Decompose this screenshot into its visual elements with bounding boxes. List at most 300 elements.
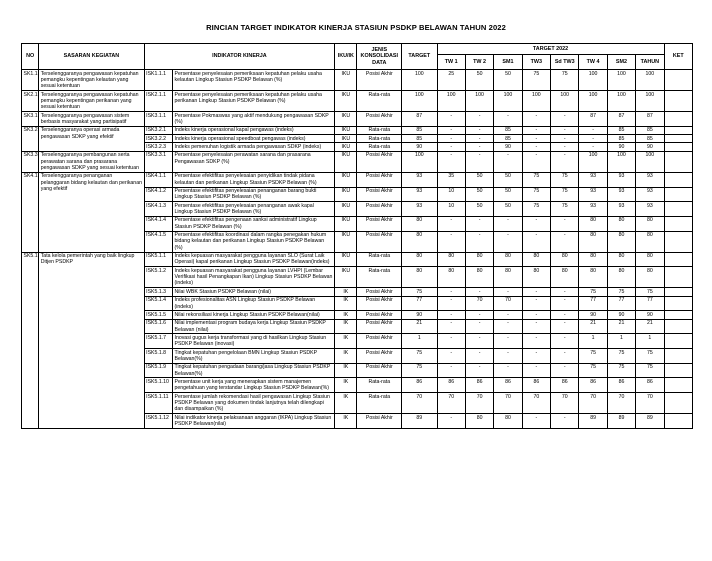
period-value: 85 (607, 126, 635, 134)
period-value: 75 (551, 70, 579, 91)
period-value: 80 (494, 414, 522, 429)
indicator-name: Persentase unit kerja yang menerapkan sistem manajemen pengetahuan yang terstandar Lingkup Stasiun PSDKP Belawan(%) (173, 378, 335, 393)
period-value: 80 (465, 414, 493, 429)
target-cell: 93 (402, 187, 437, 202)
table-row (22, 70, 693, 91)
indicator-code: ISK3.3.1 (144, 151, 172, 172)
period-value: 50 (465, 187, 493, 202)
period-value: - (522, 311, 550, 319)
period-value: - (579, 135, 607, 143)
period-value: 93 (607, 187, 635, 202)
period-value: - (494, 334, 522, 349)
period-value: 86 (636, 378, 664, 393)
jenis-cell: Posisi Akhir (357, 187, 402, 202)
period-value: 50 (494, 202, 522, 217)
period-value: 86 (551, 378, 579, 393)
jenis-cell: Posisi Akhir (357, 414, 402, 429)
period-value: 100 (579, 91, 607, 112)
period-value: 75 (579, 288, 607, 296)
period-value: 100 (522, 91, 550, 112)
iku-ik-cell: IK (335, 288, 357, 296)
header-period: TW 2 (465, 55, 493, 70)
target-cell: 93 (402, 202, 437, 217)
period-value: 75 (522, 202, 550, 217)
indicator-code: ISK3.2.2 (144, 135, 172, 143)
target-cell: 100 (402, 151, 437, 172)
period-value: 80 (636, 252, 664, 267)
jenis-cell: Posisi Akhir (357, 172, 402, 187)
period-value: - (437, 363, 465, 378)
period-value: 21 (579, 319, 607, 334)
ket-cell (664, 112, 692, 127)
period-value: - (522, 363, 550, 378)
ket-cell (664, 267, 692, 288)
period-value: - (551, 112, 579, 127)
period-value: 75 (636, 288, 664, 296)
ket-cell (664, 126, 692, 134)
jenis-cell: Posisi Akhir (357, 311, 402, 319)
ket-cell (664, 91, 692, 112)
indicator-name: Persentase efektifitas pengenaan sanksi administratif Lingkup Stasiun PSDKP Belawan (%) (173, 216, 335, 231)
period-value: 10 (437, 187, 465, 202)
period-value: 70 (607, 393, 635, 414)
indicator-name: Persentase penyelesaian perawatan sarana dan prasarana Pengawasan SDKP (%) (173, 151, 335, 172)
header-period: TW 4 (579, 55, 607, 70)
period-value: - (522, 126, 550, 134)
indicator-name: Inovasi gugus kerja transformasi yang di hasilkan Lingkup Stasiun PSDKP Belawan (inovasi) (173, 334, 335, 349)
period-value: 87 (636, 112, 664, 127)
jenis-cell: Posisi Akhir (357, 216, 402, 231)
period-value: - (465, 311, 493, 319)
indicator-name: Indeks kinerja operasional kapal pengawas (indeks) (173, 126, 335, 134)
period-value: 77 (607, 296, 635, 311)
period-value: - (522, 288, 550, 296)
header-target-2022: TARGET 2022 (437, 44, 664, 55)
jenis-cell: Rata-rata (357, 378, 402, 393)
period-value: - (465, 319, 493, 334)
period-value: 93 (579, 202, 607, 217)
indicator-code: ISK4.1.5 (144, 231, 172, 252)
indicator-code: ISK1.1.1 (144, 70, 172, 91)
period-value: - (437, 151, 465, 172)
period-value: - (437, 288, 465, 296)
period-value: 80 (607, 231, 635, 252)
header-period: SM1 (494, 55, 522, 70)
period-value: 85 (607, 135, 635, 143)
indicator-code: ISK4.1.1 (144, 172, 172, 187)
period-value: 70 (465, 296, 493, 311)
indicator-name: Persentase efektifitas penyelesaian penyidikan tindak pidana kelautan dan perikanan Lingkup Stasiun PSDKP Belawan (%) (173, 172, 335, 187)
header-period: SM2 (607, 55, 635, 70)
period-value: - (579, 143, 607, 151)
iku-ik-cell: IK (335, 319, 357, 334)
period-value: 100 (551, 91, 579, 112)
ket-cell (664, 187, 692, 202)
iku-ik-cell: IK (335, 363, 357, 378)
indicator-name: Persentase efektifitas penyelesaian penanganan barang bukti Lingkup Stasiun PSDKP Belawan (%) (173, 187, 335, 202)
period-value: 80 (579, 252, 607, 267)
period-value: 75 (522, 187, 550, 202)
iku-ik-cell: IK (335, 311, 357, 319)
period-value: 93 (636, 172, 664, 187)
header-indikator: INDIKATOR KINERJA (144, 44, 335, 70)
period-value: - (465, 334, 493, 349)
header-sasaran: SASARAN KEGIATAN (39, 44, 144, 70)
period-value: 80 (607, 267, 635, 288)
indicator-code: ISK5.1.6 (144, 319, 172, 334)
period-value: 89 (579, 414, 607, 429)
period-value: 80 (579, 267, 607, 288)
period-value: 80 (437, 267, 465, 288)
sasaran-kegiatan: Terselenggaranya pengawasan kepatuhan pemangku kepentingan kelautan yang sesuai ketentuan (39, 70, 144, 91)
sasaran-kegiatan: Terselenggaranya pembangunan serta perawatan sarana dan prasarana pengawasan SDKP yang sesuai ketentuan (39, 151, 144, 172)
period-value: 50 (494, 70, 522, 91)
target-cell: 21 (402, 319, 437, 334)
period-value: 80 (494, 267, 522, 288)
jenis-cell: Rata-rata (357, 252, 402, 267)
period-value: - (465, 288, 493, 296)
iku-ik-cell: IK (335, 393, 357, 414)
indicator-name: Persentase efektifitas penyelesaian penanganan awak kapal Lingkup Stasiun PSDKP Belawan (%) (173, 202, 335, 217)
period-value: 75 (522, 172, 550, 187)
jenis-cell: Posisi Akhir (357, 112, 402, 127)
period-value: 80 (607, 252, 635, 267)
iku-ik-cell: IKU (335, 126, 357, 134)
period-value: - (551, 349, 579, 364)
ket-cell (664, 70, 692, 91)
sasaran-kegiatan: Terselenggaranya pengawasan sistem berbasis masyarakat yang partisipatif (39, 112, 144, 127)
target-cell: 80 (402, 267, 437, 288)
indicator-code: ISK5.1.3 (144, 288, 172, 296)
period-value: - (494, 311, 522, 319)
iku-ik-cell: IKU (335, 70, 357, 91)
period-value: - (551, 363, 579, 378)
period-value: 75 (579, 349, 607, 364)
indicator-name: Persentase jumlah rekomendasi hasil pengawasan Lingkup Stasiun PSDKP Belawan yang dokumen tindak lanjutnya telah dilengkapi dan disampaikan (%) (173, 393, 335, 414)
period-value: - (522, 216, 550, 231)
jenis-cell: Posisi Akhir (357, 231, 402, 252)
ket-cell (664, 319, 692, 334)
period-value: 80 (636, 216, 664, 231)
jenis-cell: Rata-rata (357, 143, 402, 151)
period-value: 75 (579, 363, 607, 378)
target-cell: 87 (402, 112, 437, 127)
period-value: 75 (607, 363, 635, 378)
iku-ik-cell: IKU (335, 267, 357, 288)
indicator-code: ISK5.1.12 (144, 414, 172, 429)
period-value: 80 (636, 231, 664, 252)
ket-cell (664, 334, 692, 349)
jenis-cell: Rata-rata (357, 126, 402, 134)
period-value: 70 (551, 393, 579, 414)
period-value: 75 (607, 349, 635, 364)
period-value: 100 (437, 91, 465, 112)
period-value: 90 (607, 311, 635, 319)
iku-ik-cell: IK (335, 378, 357, 393)
period-value: 90 (636, 311, 664, 319)
period-value: 50 (465, 70, 493, 91)
period-value: 90 (494, 143, 522, 151)
period-value: 80 (579, 231, 607, 252)
period-value: 10 (437, 202, 465, 217)
period-value: 85 (636, 135, 664, 143)
indicator-name: Indeks pemenuhan logistik armada pengawasan SDKP (indeks) (173, 143, 335, 151)
header-ket: KET (664, 44, 692, 70)
target-cell: 80 (402, 252, 437, 267)
period-value: - (551, 216, 579, 231)
period-value: - (551, 126, 579, 134)
period-value: 86 (465, 378, 493, 393)
period-value: 21 (636, 319, 664, 334)
period-value: 25 (437, 70, 465, 91)
period-value: - (437, 216, 465, 231)
ket-cell (664, 363, 692, 378)
period-value: 75 (551, 172, 579, 187)
indicator-name: Tingkat kepatuhan pengelolaan BMN Lingkup Stasiun PSDKP Belawan(%) (173, 349, 335, 364)
target-cell: 100 (402, 91, 437, 112)
period-value: - (465, 349, 493, 364)
target-table (21, 43, 693, 429)
period-value: 100 (636, 151, 664, 172)
sasaran-number: SK3.3 (22, 151, 39, 172)
ket-cell (664, 143, 692, 151)
period-value: 80 (465, 252, 493, 267)
target-cell: 100 (402, 70, 437, 91)
iku-ik-cell: IKU (335, 112, 357, 127)
indicator-code: ISK5.1.1 (144, 252, 172, 267)
target-cell: 85 (402, 126, 437, 134)
period-value: 1 (607, 334, 635, 349)
iku-ik-cell: IKU (335, 202, 357, 217)
period-value: - (465, 135, 493, 143)
period-value: 50 (465, 202, 493, 217)
period-value: 89 (636, 414, 664, 429)
period-value: - (437, 126, 465, 134)
ket-cell (664, 378, 692, 393)
period-value: - (522, 151, 550, 172)
period-value: 50 (465, 172, 493, 187)
period-value: - (465, 143, 493, 151)
period-value: - (437, 349, 465, 364)
period-value: 93 (579, 172, 607, 187)
period-value: 75 (607, 288, 635, 296)
period-value: 80 (607, 216, 635, 231)
period-value: - (551, 296, 579, 311)
target-cell: 85 (402, 135, 437, 143)
period-value: - (465, 231, 493, 252)
indicator-code: ISK5.1.8 (144, 349, 172, 364)
indicator-name: Persentase Pokmaswas yang aktif mendukung pengawasan SDKP (%) (173, 112, 335, 127)
ket-cell (664, 288, 692, 296)
period-value: - (522, 296, 550, 311)
sasaran-kegiatan: Terselenggaranya penanganan pelanggaran bidang kelautan dan perikanan yang efektif (39, 172, 144, 252)
indicator-code: ISK5.1.7 (144, 334, 172, 349)
table-row (22, 151, 693, 172)
sasaran-kegiatan: Tata kelola pemerintah yang baik lingkup Ditjen PSDKP (39, 252, 144, 428)
indicator-name: Persentase efektifitas koordinasi dalam rangka penegakan hukum bidang kelautan dan perikanan Lingkup Stasiun PSDKP Belawan (%) (173, 231, 335, 252)
period-value: 80 (494, 252, 522, 267)
period-value: - (437, 414, 465, 429)
ket-cell (664, 202, 692, 217)
period-value: - (465, 112, 493, 127)
period-value: 80 (551, 252, 579, 267)
jenis-cell: Posisi Akhir (357, 334, 402, 349)
period-value: 100 (636, 91, 664, 112)
period-value: 75 (522, 70, 550, 91)
period-value: 100 (465, 91, 493, 112)
ket-cell (664, 172, 692, 187)
period-value: - (494, 216, 522, 231)
table-row (22, 112, 693, 127)
ket-cell (664, 252, 692, 267)
jenis-cell: Posisi Akhir (357, 202, 402, 217)
target-cell: 89 (402, 414, 437, 429)
iku-ik-cell: IKU (335, 151, 357, 172)
sasaran-number: SK2.1 (22, 91, 39, 112)
period-value: 87 (607, 112, 635, 127)
period-value: 70 (437, 393, 465, 414)
indicator-code: ISK5.1.5 (144, 311, 172, 319)
period-value: - (465, 126, 493, 134)
indicator-code: ISK4.1.2 (144, 187, 172, 202)
period-value: - (437, 135, 465, 143)
iku-ik-cell: IKU (335, 187, 357, 202)
period-value: - (437, 296, 465, 311)
period-value: 75 (636, 349, 664, 364)
period-value: 70 (522, 393, 550, 414)
iku-ik-cell: IKU (335, 172, 357, 187)
period-value: 80 (437, 252, 465, 267)
period-value: - (465, 216, 493, 231)
indicator-name: Nilai indikator kinerja pelaksanaan anggaran (IKPA) Lingkup Stasiun PSDKP Belawan(nilai) (173, 414, 335, 429)
ket-cell (664, 216, 692, 231)
period-value: 86 (607, 378, 635, 393)
period-value: 70 (494, 393, 522, 414)
indicator-name: Nilai implementasi program budaya kerja Lingkup Stasiun PSDKP Belawan (nilai) (173, 319, 335, 334)
jenis-cell: Posisi Akhir (357, 288, 402, 296)
target-cell: 1 (402, 334, 437, 349)
period-value: 70 (636, 393, 664, 414)
table-row (22, 91, 693, 112)
header-no: NO (22, 44, 39, 70)
ket-cell (664, 296, 692, 311)
jenis-cell: Posisi Akhir (357, 319, 402, 334)
indicator-code: ISK5.1.2 (144, 267, 172, 288)
period-value: 90 (607, 143, 635, 151)
indicator-code: ISK3.2.3 (144, 143, 172, 151)
period-value: - (522, 349, 550, 364)
period-value: - (465, 151, 493, 172)
sasaran-number: SK1.1 (22, 70, 39, 91)
period-value: - (494, 231, 522, 252)
period-value: 87 (579, 112, 607, 127)
indicator-code: ISK5.1.4 (144, 296, 172, 311)
indicator-code: ISK2.1.1 (144, 91, 172, 112)
period-value: 50 (494, 187, 522, 202)
period-value: 86 (437, 378, 465, 393)
jenis-cell: Posisi Akhir (357, 70, 402, 91)
indicator-name: Persentase penyelesaian pemeriksaan kepatuhan pelaku usaha kelautan Lingkup Stasiun PSDKP Belawan (%) (173, 70, 335, 91)
period-value: - (437, 231, 465, 252)
target-cell: 90 (402, 311, 437, 319)
sasaran-kegiatan: Terselenggaranya pengawasan kepatuhan pemangku kepentingan perikanan yang sesuai ketentuan (39, 91, 144, 112)
period-value: 35 (437, 172, 465, 187)
header-target: TARGET (402, 44, 437, 70)
period-value: - (579, 126, 607, 134)
iku-ik-cell: IKU (335, 231, 357, 252)
period-value: - (551, 311, 579, 319)
target-cell: 93 (402, 172, 437, 187)
period-value: 75 (636, 363, 664, 378)
indicator-name: Tingkat kepatuhan pengadaan barang/jasa Lingkup Stasiun PSDKP Belawan(%) (173, 363, 335, 378)
iku-ik-cell: IKU (335, 143, 357, 151)
target-cell: 90 (402, 143, 437, 151)
indicator-code: ISK5.1.10 (144, 378, 172, 393)
period-value: 1 (579, 334, 607, 349)
jenis-cell: Posisi Akhir (357, 349, 402, 364)
period-value: 80 (636, 267, 664, 288)
period-value: 93 (636, 202, 664, 217)
period-value: 85 (494, 135, 522, 143)
period-value: 93 (636, 187, 664, 202)
table-row (22, 126, 693, 134)
period-value: 100 (607, 151, 635, 172)
ket-cell (664, 349, 692, 364)
sasaran-number: SK3.2 (22, 126, 39, 151)
indicator-name: Indeks kepuasan masyarakat pengguna layanan LVHPI (Lembar Verifikasi hasil Penangkapan Ikan) Lingkup Stasiun PSDKP Belawan (indeks) (173, 267, 335, 288)
period-value: - (551, 319, 579, 334)
period-value: 70 (465, 393, 493, 414)
period-value: - (522, 334, 550, 349)
period-value: 80 (522, 252, 550, 267)
indicator-code: ISK3.2.1 (144, 126, 172, 134)
iku-ik-cell: IKU (335, 216, 357, 231)
period-value: 77 (636, 296, 664, 311)
period-value: - (437, 112, 465, 127)
header-period: TAHUN (636, 55, 664, 70)
iku-ik-cell: IKU (335, 91, 357, 112)
sasaran-number: SK4.1 (22, 172, 39, 252)
period-value: - (437, 319, 465, 334)
sasaran-number: SK5.1 (22, 252, 39, 428)
period-value: - (551, 414, 579, 429)
iku-ik-cell: IK (335, 414, 357, 429)
period-value: 86 (579, 378, 607, 393)
period-value: 75 (551, 202, 579, 217)
indicator-code: ISK5.1.11 (144, 393, 172, 414)
period-value: 50 (494, 172, 522, 187)
period-value: 21 (607, 319, 635, 334)
indicator-code: ISK5.1.9 (144, 363, 172, 378)
jenis-cell: Rata-rata (357, 135, 402, 143)
jenis-cell: Posisi Akhir (357, 363, 402, 378)
header-period: Sd TW3 (551, 55, 579, 70)
period-value: 77 (579, 296, 607, 311)
jenis-cell: Posisi Akhir (357, 296, 402, 311)
period-value: - (494, 349, 522, 364)
page-title: RINCIAN TARGET INDIKATOR KINERJA STASIUN PSDKP BELAWAN TAHUN 2022 (206, 23, 506, 32)
period-value: - (522, 112, 550, 127)
period-value: 86 (522, 378, 550, 393)
period-value: 75 (551, 187, 579, 202)
period-value: 100 (579, 70, 607, 91)
header-period: TW 1 (437, 55, 465, 70)
period-value: 80 (522, 267, 550, 288)
iku-ik-cell: IKU (335, 135, 357, 143)
indicator-name: Nilai WBK Stasiun PSDKP Belawan (nilai) (173, 288, 335, 296)
period-value: 93 (579, 187, 607, 202)
period-value: 70 (494, 296, 522, 311)
